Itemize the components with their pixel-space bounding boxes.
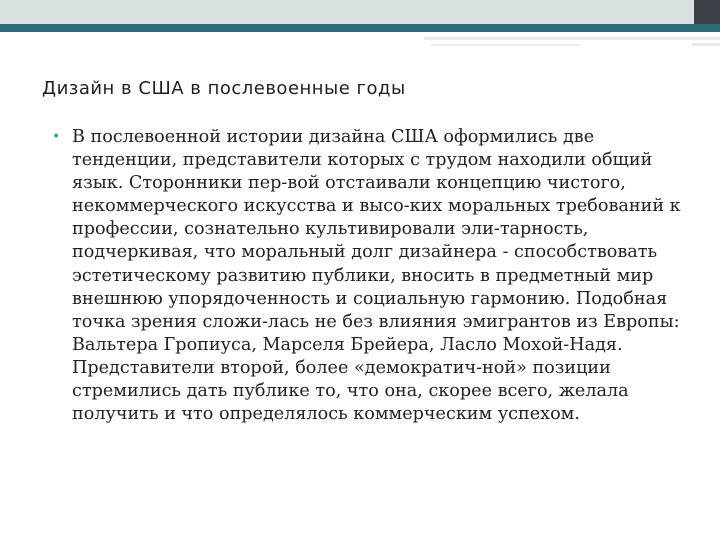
bullet-list [48,126,684,426]
header-accent-stripe [0,24,720,32]
decorative-line [430,44,580,46]
decorative-line [424,37,720,40]
decorative-line [692,43,720,46]
header-corner-block [694,0,720,24]
bullet-item [48,126,684,426]
slide-title: Дизайн в США в послевоенные годы [42,78,406,99]
header-band [0,0,720,24]
bullet-text: В послевоенной истории дизайна США оформились две тенденции, представители которых с трудом находили общий язык. Сторонники пер-вой отстаивали концепцию чистого, некоммерческого искусства и высо-ких моральных требований к профессии, сознательно культивировали эли-тарность, подчеркивая, что моральный долг дизайнера - способствовать эстетическому развитию публики, вносить в предметный мир внешнюю упорядоченность и социальную гармонию. Подобная точка зрения сложи-лась не без влияния эмигрантов из Европы: Вальтера Гропиуса, Марселя Брейера, Ласло Мохой-Надя. Представители второй, более «демократич-ной» позиции стремились дать публике то, что она, скорее всего, желала получить и что определялось коммерческим успехом. [72,127,681,425]
bullet-icon: • [52,129,61,145]
